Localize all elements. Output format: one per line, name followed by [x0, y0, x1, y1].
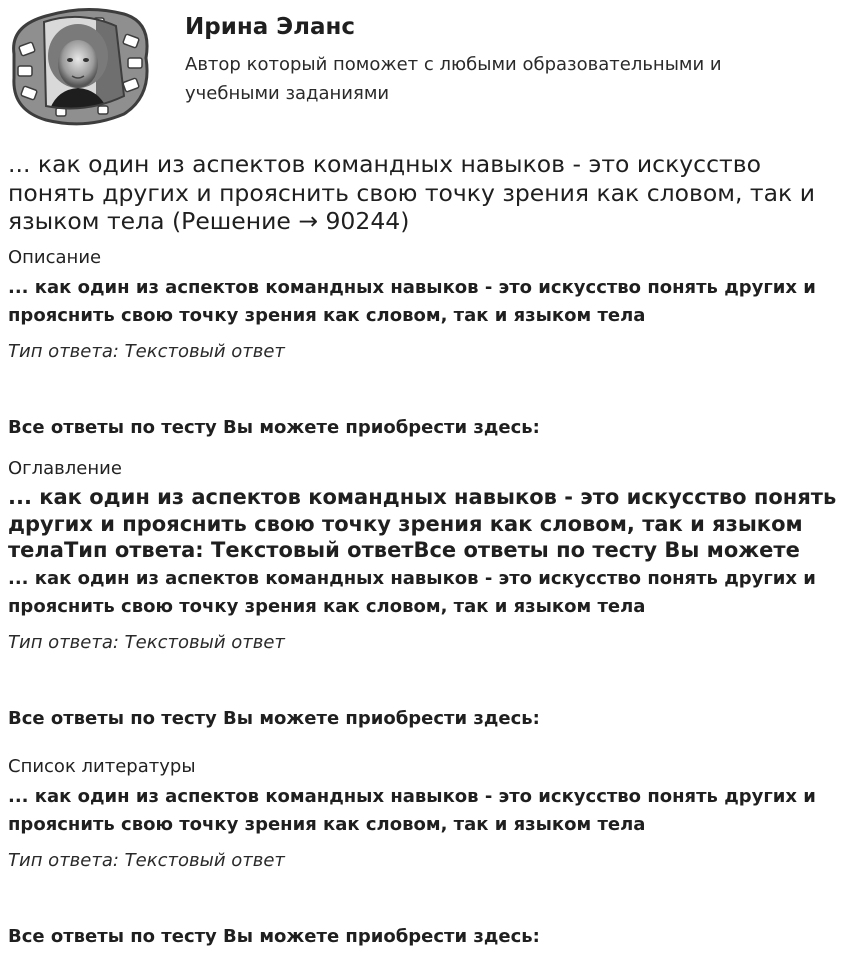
literature-section	[8, 756, 840, 949]
section-label-toc: Оглавление	[8, 458, 122, 479]
author-name[interactable]: Ирина Эланс	[185, 14, 356, 40]
answer-type: Тип ответа: Текстовый ответ	[8, 850, 285, 871]
film-frame-avatar-icon	[6, 6, 152, 128]
buy-answers-text: Все ответы по тесту Вы можете приобрести здесь:	[8, 708, 540, 729]
toc-heading: ... как один из аспектов командных навыков - это искусство понять других и прояснить свою точку зрения как словом, так и языком телаТип ответа: Текстовый ответВсе ответы по тесту Вы можете	[8, 485, 837, 562]
toc-section	[8, 458, 840, 731]
answer-type: Тип ответа: Текстовый ответ	[8, 632, 285, 653]
author-avatar	[6, 6, 152, 128]
toc-text: ... как один из аспектов командных навыков - это искусство понять других и прояснить свою точку зрения как словом, так и языком тела	[8, 568, 816, 617]
answer-type: Тип ответа: Текстовый ответ	[8, 341, 285, 362]
section-label-description: Описание	[8, 247, 102, 268]
page-title: ... как один из аспектов командных навыков - это искусство понять других и прояснить свою точку зрения как словом, так и языком тела (Решение → 90244)	[8, 150, 815, 235]
description-section	[8, 247, 840, 440]
buy-answers-text: Все ответы по тесту Вы можете приобрести здесь:	[8, 926, 540, 947]
buy-answers-text: Все ответы по тесту Вы можете приобрести здесь:	[8, 417, 540, 438]
description-text: ... как один из аспектов командных навыков - это искусство понять других и прояснить свою точку зрения как словом, так и языком тела	[8, 277, 816, 326]
literature-text: ... как один из аспектов командных навыков - это искусство понять других и прояснить свою точку зрения как словом, так и языком тела	[8, 786, 816, 835]
section-label-literature: Список литературы	[8, 756, 196, 777]
author-description: Автор который поможет с любыми образовательными и учебными заданиями	[185, 54, 722, 104]
